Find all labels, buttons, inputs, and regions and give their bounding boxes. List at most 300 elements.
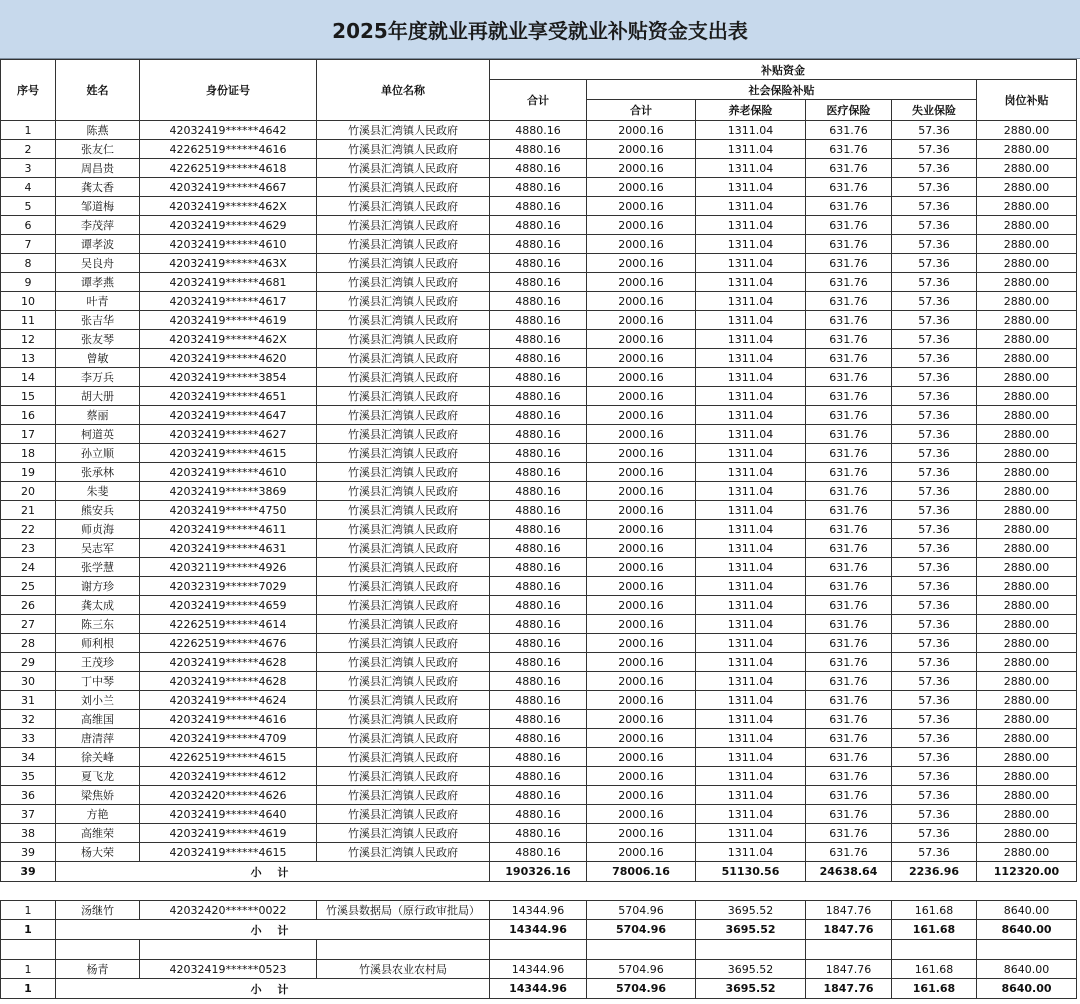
cell-pension: 1311.04 [696,425,806,444]
cell-si-total: 2000.16 [587,634,696,653]
table-row [1,273,1077,292]
cell-medical: 631.76 [806,691,892,710]
cell-seq: 15 [1,387,56,406]
cell-si-total: 5704.96 [587,901,696,920]
cell-total: 4880.16 [490,615,587,634]
cell-unit: 竹溪县汇湾镇人民政府 [317,273,490,292]
cell-name: 梁焦娇 [56,786,140,805]
cell-pension: 1311.04 [696,273,806,292]
cell-medical: 1847.76 [806,960,892,979]
table-row [1,482,1077,501]
subtotal-row [1,920,1077,940]
cell-si-total: 5704.96 [587,979,696,999]
cell-seq: 34 [1,748,56,767]
cell-si-total: 2000.16 [587,501,696,520]
spacer-cell [977,940,1077,960]
cell-pension: 1311.04 [696,406,806,425]
cell-medical: 631.76 [806,444,892,463]
cell-medical: 631.76 [806,824,892,843]
cell-name: 高维国 [56,710,140,729]
table-row [1,159,1077,178]
cell-pension: 1311.04 [696,292,806,311]
cell-si-total: 2000.16 [587,729,696,748]
cell-total: 4880.16 [490,596,587,615]
cell-id: 42032419******4624 [140,691,317,710]
cell-unit: 竹溪县汇湾镇人民政府 [317,786,490,805]
cell-seq: 1 [1,121,56,140]
cell-unemployment: 57.36 [892,805,977,824]
cell-pension: 1311.04 [696,729,806,748]
cell-pension: 1311.04 [696,748,806,767]
cell-unit: 竹溪县汇湾镇人民政府 [317,197,490,216]
cell-medical: 631.76 [806,178,892,197]
cell-total: 4880.16 [490,197,587,216]
cell-medical: 631.76 [806,368,892,387]
cell-medical: 631.76 [806,634,892,653]
spacer-row [1,940,1077,960]
cell-unit: 竹溪县汇湾镇人民政府 [317,691,490,710]
table-row [1,444,1077,463]
cell-post-subsidy: 2880.00 [977,311,1077,330]
cell-seq: 5 [1,197,56,216]
cell-total: 4880.16 [490,140,587,159]
cell-name: 叶青 [56,292,140,311]
cell-unit: 竹溪县汇湾镇人民政府 [317,843,490,862]
cell-unit: 竹溪县汇湾镇人民政府 [317,292,490,311]
cell-id: 42032419******4667 [140,178,317,197]
cell-unit: 竹溪县汇湾镇人民政府 [317,615,490,634]
cell-pension: 1311.04 [696,767,806,786]
cell-pension: 1311.04 [696,235,806,254]
cell-total: 4880.16 [490,729,587,748]
cell-name: 谢方珍 [56,577,140,596]
cell-seq: 3 [1,159,56,178]
cell-unit: 竹溪县汇湾镇人民政府 [317,501,490,520]
cell-total: 4880.16 [490,159,587,178]
cell-pension: 1311.04 [696,843,806,862]
cell-pension: 1311.04 [696,197,806,216]
cell-total: 4880.16 [490,311,587,330]
cell-unemployment: 161.68 [892,901,977,920]
cell-id: 42032419******3869 [140,482,317,501]
cell-unemployment: 57.36 [892,197,977,216]
cell-unemployment: 57.36 [892,482,977,501]
cell-total: 4880.16 [490,216,587,235]
cell-si-total: 2000.16 [587,197,696,216]
cell-name: 王茂珍 [56,653,140,672]
cell-name: 张友琴 [56,330,140,349]
cell-unit: 竹溪县汇湾镇人民政府 [317,159,490,178]
cell-unit: 竹溪县汇湾镇人民政府 [317,178,490,197]
cell-id: 42032419******4627 [140,425,317,444]
cell-pension: 1311.04 [696,710,806,729]
cell-medical: 1847.76 [806,979,892,999]
cell-id: 42032419******4615 [140,843,317,862]
cell-unit: 竹溪县汇湾镇人民政府 [317,634,490,653]
cell-unit: 竹溪县汇湾镇人民政府 [317,748,490,767]
cell-post-subsidy: 2880.00 [977,634,1077,653]
header-unemployment: 失业保险 [892,100,977,121]
cell-total: 4880.16 [490,254,587,273]
cell-id: 42032419******4647 [140,406,317,425]
cell-si-total: 2000.16 [587,330,696,349]
cell-seq: 38 [1,824,56,843]
cell-name: 曾敏 [56,349,140,368]
cell-name: 夏飞龙 [56,767,140,786]
cell-seq: 16 [1,406,56,425]
spacer-cell [317,940,490,960]
cell-post-subsidy: 2880.00 [977,672,1077,691]
cell-total: 4880.16 [490,482,587,501]
cell-si-total: 2000.16 [587,558,696,577]
cell-id: 42032419******462X [140,197,317,216]
cell-unemployment: 57.36 [892,178,977,197]
cell-post-subsidy: 2880.00 [977,501,1077,520]
cell-medical: 631.76 [806,197,892,216]
subsidy-table [0,59,1077,999]
cell-seq: 28 [1,634,56,653]
cell-unemployment: 57.36 [892,368,977,387]
cell-seq: 1 [1,960,56,979]
cell-unemployment: 57.36 [892,729,977,748]
cell-pension: 3695.52 [696,920,806,940]
cell-post-subsidy: 2880.00 [977,577,1077,596]
cell-pension: 3695.52 [696,979,806,999]
cell-name: 龚太香 [56,178,140,197]
cell-post-subsidy: 8640.00 [977,901,1077,920]
table-row [1,901,1077,920]
cell-medical: 631.76 [806,406,892,425]
cell-id: 42032419******4642 [140,121,317,140]
cell-total: 4880.16 [490,805,587,824]
subtotal-row [1,979,1077,999]
cell-post-subsidy: 2880.00 [977,178,1077,197]
cell-id: 42262519******4615 [140,748,317,767]
cell-seq: 8 [1,254,56,273]
cell-pension: 1311.04 [696,178,806,197]
cell-seq: 11 [1,311,56,330]
cell-unit: 竹溪县汇湾镇人民政府 [317,235,490,254]
cell-post-subsidy: 2880.00 [977,197,1077,216]
spacer-cell [696,940,806,960]
spacer-cell [892,940,977,960]
cell-seq: 37 [1,805,56,824]
table-row [1,235,1077,254]
header-si-total: 合计 [587,100,696,121]
cell-unemployment: 161.68 [892,920,977,940]
table-row [1,216,1077,235]
table-title: 2025年度就业再就业享受就业补贴资金支出表 [0,0,1080,59]
cell-si-total: 2000.16 [587,615,696,634]
cell-si-total: 2000.16 [587,482,696,501]
cell-name: 师贞海 [56,520,140,539]
cell-si-total: 78006.16 [587,862,696,882]
cell-post-subsidy: 2880.00 [977,463,1077,482]
table-row [1,767,1077,786]
cell-post-subsidy: 2880.00 [977,387,1077,406]
cell-unemployment: 57.36 [892,501,977,520]
cell-total: 4880.16 [490,634,587,653]
cell-si-total: 2000.16 [587,843,696,862]
cell-seq: 35 [1,767,56,786]
table-row [1,292,1077,311]
cell-unemployment: 57.36 [892,330,977,349]
cell-medical: 631.76 [806,482,892,501]
cell-pension: 51130.56 [696,862,806,882]
cell-total: 4880.16 [490,501,587,520]
cell-name: 徐关峰 [56,748,140,767]
header-medical: 医疗保险 [806,100,892,121]
subtotal-label: 小 计 [56,979,490,999]
cell-name: 唐清萍 [56,729,140,748]
cell-unemployment: 57.36 [892,406,977,425]
cell-medical: 631.76 [806,786,892,805]
cell-unit: 竹溪县汇湾镇人民政府 [317,406,490,425]
header-subsidy-funds: 补贴资金 [490,60,1077,80]
cell-id: 42032419******4611 [140,520,317,539]
cell-total: 4880.16 [490,691,587,710]
cell-name: 张友仁 [56,140,140,159]
table-row [1,577,1077,596]
table-header [1,60,1077,121]
cell-total: 4880.16 [490,368,587,387]
cell-id: 42032419******4610 [140,235,317,254]
cell-id: 42032419******3854 [140,368,317,387]
cell-unit: 竹溪县汇湾镇人民政府 [317,729,490,748]
cell-si-total: 5704.96 [587,920,696,940]
cell-id: 42032419******4610 [140,463,317,482]
cell-unit: 竹溪县汇湾镇人民政府 [317,558,490,577]
cell-si-total: 2000.16 [587,159,696,178]
cell-total: 4880.16 [490,710,587,729]
cell-id: 42032419******0523 [140,960,317,979]
cell-pension: 1311.04 [696,596,806,615]
cell-medical: 631.76 [806,216,892,235]
table-row [1,824,1077,843]
cell-name: 张承林 [56,463,140,482]
cell-seq: 18 [1,444,56,463]
cell-name: 方艳 [56,805,140,824]
table-row [1,501,1077,520]
table-row [1,596,1077,615]
cell-si-total: 2000.16 [587,349,696,368]
cell-total: 4880.16 [490,786,587,805]
cell-total: 4880.16 [490,330,587,349]
cell-medical: 24638.64 [806,862,892,882]
cell-pension: 1311.04 [696,805,806,824]
table-row [1,520,1077,539]
cell-post-subsidy: 112320.00 [977,862,1077,882]
cell-id: 42032419******4617 [140,292,317,311]
cell-id: 42262519******4614 [140,615,317,634]
cell-seq: 22 [1,520,56,539]
table-row [1,615,1077,634]
cell-si-total: 2000.16 [587,121,696,140]
cell-pension: 1311.04 [696,349,806,368]
cell-unemployment: 57.36 [892,691,977,710]
cell-id: 42262519******4676 [140,634,317,653]
cell-total: 4880.16 [490,406,587,425]
cell-si-total: 2000.16 [587,786,696,805]
cell-unemployment: 57.36 [892,216,977,235]
cell-pension: 3695.52 [696,901,806,920]
cell-post-subsidy: 2880.00 [977,596,1077,615]
cell-unit: 竹溪县汇湾镇人民政府 [317,539,490,558]
cell-total: 4880.16 [490,672,587,691]
cell-seq: 33 [1,729,56,748]
cell-post-subsidy: 2880.00 [977,235,1077,254]
cell-total: 14344.96 [490,960,587,979]
cell-unemployment: 57.36 [892,140,977,159]
cell-pension: 1311.04 [696,634,806,653]
cell-total: 14344.96 [490,979,587,999]
cell-seq: 23 [1,539,56,558]
cell-medical: 631.76 [806,463,892,482]
cell-medical: 631.76 [806,121,892,140]
cell-pension: 1311.04 [696,482,806,501]
cell-unit: 竹溪县汇湾镇人民政府 [317,824,490,843]
cell-seq: 1 [1,979,56,999]
cell-post-subsidy: 2880.00 [977,748,1077,767]
cell-id: 42032119******4926 [140,558,317,577]
cell-name: 刘小兰 [56,691,140,710]
table-row [1,254,1077,273]
cell-total: 4880.16 [490,444,587,463]
cell-medical: 631.76 [806,520,892,539]
cell-total: 4880.16 [490,425,587,444]
cell-seq: 30 [1,672,56,691]
cell-pension: 1311.04 [696,558,806,577]
cell-medical: 631.76 [806,349,892,368]
cell-name: 朱斐 [56,482,140,501]
cell-total: 4880.16 [490,520,587,539]
cell-id: 42032419******4620 [140,349,317,368]
cell-si-total: 2000.16 [587,577,696,596]
cell-medical: 631.76 [806,425,892,444]
cell-unit: 竹溪县汇湾镇人民政府 [317,596,490,615]
table-row [1,140,1077,159]
spacer-cell [1,882,1077,901]
cell-medical: 631.76 [806,501,892,520]
cell-total: 4880.16 [490,748,587,767]
cell-unemployment: 57.36 [892,710,977,729]
cell-post-subsidy: 8640.00 [977,920,1077,940]
cell-medical: 631.76 [806,292,892,311]
table-row [1,311,1077,330]
cell-total: 14344.96 [490,901,587,920]
cell-name: 汤继竹 [56,901,140,920]
cell-post-subsidy: 2880.00 [977,349,1077,368]
cell-medical: 631.76 [806,843,892,862]
cell-pension: 1311.04 [696,577,806,596]
cell-total: 14344.96 [490,920,587,940]
cell-si-total: 2000.16 [587,596,696,615]
cell-post-subsidy: 2880.00 [977,710,1077,729]
cell-name: 杨大荣 [56,843,140,862]
cell-unemployment: 57.36 [892,539,977,558]
cell-unemployment: 57.36 [892,292,977,311]
cell-unemployment: 57.36 [892,463,977,482]
cell-post-subsidy: 2880.00 [977,444,1077,463]
cell-si-total: 2000.16 [587,292,696,311]
table-row [1,425,1077,444]
subtotal-row [1,862,1077,882]
cell-unit: 竹溪县农业农村局 [317,960,490,979]
cell-post-subsidy: 2880.00 [977,406,1077,425]
cell-total: 4880.16 [490,387,587,406]
cell-pension: 1311.04 [696,691,806,710]
cell-name: 李茂萍 [56,216,140,235]
cell-total: 4880.16 [490,824,587,843]
cell-id: 42262519******4618 [140,159,317,178]
cell-post-subsidy: 2880.00 [977,843,1077,862]
table-row [1,843,1077,862]
cell-id: 42032419******4651 [140,387,317,406]
table-row [1,368,1077,387]
cell-post-subsidy: 2880.00 [977,520,1077,539]
cell-pension: 3695.52 [696,960,806,979]
cell-medical: 1847.76 [806,920,892,940]
header-post-subsidy: 岗位补贴 [977,80,1077,121]
spacer-cell [56,940,140,960]
cell-medical: 631.76 [806,767,892,786]
cell-pension: 1311.04 [696,311,806,330]
cell-id: 42032419******4681 [140,273,317,292]
table-row [1,178,1077,197]
spacer-cell [1,940,56,960]
cell-post-subsidy: 2880.00 [977,824,1077,843]
cell-id: 42032419******4628 [140,653,317,672]
cell-unemployment: 2236.96 [892,862,977,882]
cell-post-subsidy: 2880.00 [977,615,1077,634]
cell-medical: 631.76 [806,577,892,596]
cell-unemployment: 57.36 [892,596,977,615]
cell-name: 邹道梅 [56,197,140,216]
cell-seq: 2 [1,140,56,159]
cell-pension: 1311.04 [696,330,806,349]
cell-name: 师利根 [56,634,140,653]
cell-pension: 1311.04 [696,159,806,178]
cell-unemployment: 57.36 [892,159,977,178]
cell-si-total: 2000.16 [587,463,696,482]
cell-total: 4880.16 [490,653,587,672]
cell-medical: 631.76 [806,387,892,406]
cell-seq: 1 [1,901,56,920]
cell-si-total: 2000.16 [587,748,696,767]
cell-post-subsidy: 2880.00 [977,254,1077,273]
cell-pension: 1311.04 [696,254,806,273]
cell-pension: 1311.04 [696,463,806,482]
cell-medical: 631.76 [806,729,892,748]
cell-unemployment: 57.36 [892,311,977,330]
cell-unit: 竹溪县汇湾镇人民政府 [317,463,490,482]
cell-unit: 竹溪县汇湾镇人民政府 [317,121,490,140]
cell-total: 4880.16 [490,121,587,140]
cell-pension: 1311.04 [696,387,806,406]
table-row [1,197,1077,216]
cell-unit: 竹溪县数据局（原行政审批局） [317,901,490,920]
cell-post-subsidy: 2880.00 [977,786,1077,805]
cell-id: 42032419******4615 [140,444,317,463]
cell-id: 42262519******4616 [140,140,317,159]
cell-pension: 1311.04 [696,615,806,634]
cell-name: 孙立顺 [56,444,140,463]
cell-id: 42032419******4616 [140,710,317,729]
cell-unit: 竹溪县汇湾镇人民政府 [317,482,490,501]
cell-seq: 24 [1,558,56,577]
cell-post-subsidy: 2880.00 [977,216,1077,235]
table-row [1,121,1077,140]
